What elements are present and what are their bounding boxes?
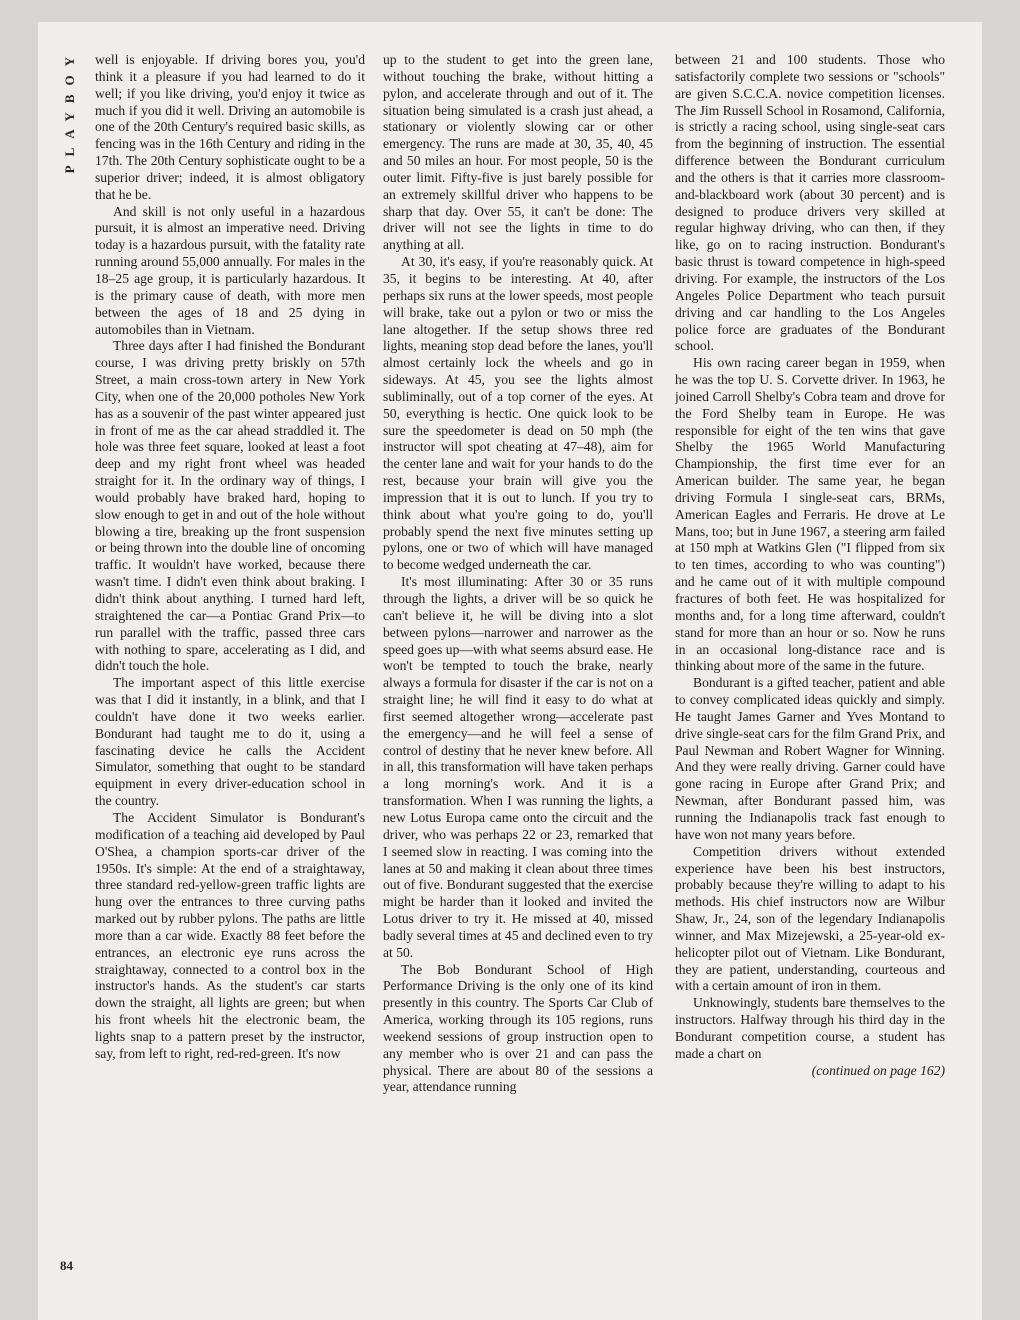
article-paragraph: And skill is not only useful in a hazardous pursuit, it is almost an imperative need. Driving today is a hazardous pursuit, with the fatality rate running around 55,000 annually. For males in the 18–25 age group, it is particularly hazardous. It is the primary cause of death, with more men between the ages of 18 and 25 dying in automobiles than in Vietnam.	[95, 203, 365, 337]
article-paragraph: Competition drivers without extended experience have been his best instructors, probably because they're willing to adapt to his methods. His chief instructors now are Wilbur Shaw, Jr., 24, son of the legendary Indianapolis winner, and Max Mizejewski, a 25-year-old ex-helicopter pilot out of Vietnam. Like Bondurant, they are patient, understanding, courteous and with a certain amount of iron in them.	[675, 843, 945, 994]
article-paragraph: At 30, it's easy, if you're reasonably quick. At 35, it begins to be interesting. At 40, after perhaps six runs at the lower speeds, most people will brake, take out a pylon or two or miss the lane altogether. If the setup shows three red lights, meaning stop dead before the lanes, you'll almost certainly lock the wheels and go in sideways. At 45, you see the lights almost subliminally, out of a top corner of the eyes. At 50, everything is hectic. One quick look to be sure the speedometer is dead on 50 mph (the instructor will spot cheating at 47–48), aim for the center lane and wait for your hands to do the rest, because your brain will give you the impression that it is out to lunch. If you try to think about what you're going to do, you'll probably spend the next five minutes setting up pylons, one or two of which will have managed to become wedged underneath the car.	[383, 254, 653, 573]
article-paragraph: up to the student to get into the green lane, without touching the brake, without hitting a pylon, and accelerate through and out of it. The situation being simulated is a crash just ahead, a stationary or violently slowing car or other emergency. The runs are made at 30, 35, 40, 45 and 50 miles an hour. For most people, 50 is the outer limit. Fifty-five is just barely possible for an extremely skillful driver who happens to be sharp that day. Over 55, it can't be done: The driver will not see the lights in time to do anything at all.	[383, 52, 653, 253]
article-paragraph: The Accident Simulator is Bondurant's modification of a teaching aid developed by Paul O'Shea, a champion sports-car driver of the 1950s. It's simple: At the end of a straightaway, three standard red-yellow-green traffic lights are hung over the entrances to three curving paths marked out by rubber pylons. The paths are little more than a car wide. Exactly 88 feet before the entrances, an electronic eye runs across the straightaway, connected to a control box in the instructor's hands. As the student's car starts down the straight, all lights are green; but when his front wheels hit the electronic beam, the lights snap to a pattern preset by the instructor, say, from left to right, red-red-green. It's now	[95, 809, 365, 1061]
magazine-page	[38, 22, 982, 1320]
text-column-3	[675, 52, 945, 1284]
article-paragraph: well is enjoyable. If driving bores you, you'd think it a pleasure if you had learned to do it well; if you like driving, you'd enjoy it twice as much if you did it well. Driving an automobile is one of the 20th Century's required basic skills, as fencing was in the 16th Century and riding in the 17th. The 20th Century sophisticate ought to be a superior driver; indeed, it is almost obligatory that he be.	[95, 52, 365, 202]
article-paragraph: It's most illuminating: After 30 or 35 runs through the lights, a driver will be so quick he can't believe it, he will be diving into a slot between pylons—narrower and narrower as the speed goes up—with what seems absurd ease. He won't be tempted to touch the brake, nearly always a formula for disaster if the car is not on a straight line; he will find it easy to do what at first seemed altogether wrong—accelerate past the emergency—and he will feel a sense of control of destiny that he never knew before. All in all, this transformation will have taken perhaps a long morning's work. And it is a transformation. When I was running the lights, a new Lotus Europa came onto the circuit and the driver, who was perhaps 22 or 23, remarked that I seemed slow in reacting. I was coming into the lanes at 50 and making it clean about three times out of five. Bondurant suggested that the exercise might be harder than it looked and invited the Lotus driver to try it. He missed at 40, missed badly several times at 45 and declined even to try at 50.	[383, 574, 653, 960]
masthead: PLAYBOY	[62, 48, 77, 174]
article-paragraph: The important aspect of this little exercise was that I did it instantly, in a blink, and that I couldn't have done it two weeks earlier. Bondurant had taught me to do it, using a fascinating device he calls the Accident Simulator, something that ought to be standard equipment in every driver-education school in the country.	[95, 675, 365, 809]
article-paragraph: The Bob Bondurant School of High Performance Driving is the only one of its kind presently in this country. The Sports Car Club of America, working through its 105 regions, runs weekend sessions of group instruction open to any member who is over 21 and can pass the physical. There are about 80 of the sessions a year, attendance running	[383, 961, 653, 1095]
text-column-2	[383, 52, 653, 1284]
text-column-1	[95, 52, 365, 1284]
article-paragraph: Three days after I had finished the Bondurant course, I was driving pretty briskly on 57th Street, a main cross-town artery in New York City, when one of the 20,000 potholes New York has as a souvenir of the past winter appeared just in front of me as the car ahead straddled it. The hole was three feet square, looked at least a foot deep and my right front wheel was headed straight for it. In the ordinary way of things, I would probably have braked hard, hoping to slow enough to get in and out of the hole without blowing a tire, breaking up the front suspension or being thrown into the double line of oncoming traffic. It wouldn't have worked, because there wasn't time. I didn't even think about braking. I didn't think about anything. I turned hard left, straightened the car—a Pontiac Grand Prix—to run parallel with the traffic, passed three cars with nothing to spare, accelerating as I did, and didn't touch the hole.	[95, 338, 365, 674]
article-paragraph: Bondurant is a gifted teacher, patient and able to convey complicated ideas quickly and simply. He taught James Garner and Yves Montand to drive single-seat cars for the film Grand Prix, and Paul Newman and Robert Wagner for Winning. And they were really driving. Garner could have gone racing in Europe after Grand Prix; and Newman, after Bondurant passed him, was running the Indianapolis track fast enough to have won not many years before.	[675, 675, 945, 842]
article-paragraph: between 21 and 100 students. Those who satisfactorily complete two sessions or "schools" are given S.C.C.A. novice competition licenses. The Jim Russell School in Rosamond, California, is strictly a racing school, using single-seat cars from the beginning of instruction. The essential difference between the Bondurant curriculum and the others is that it carries more classroom-and-blackboard work (about 30 percent) and is designed to produce drivers very skilled at regular highway driving, who can then, if they like, go on to racing instruction. Bondurant's basic thrust is toward competence in high-speed driving. For example, the instructors of the Los Angeles Police Department who teach pursuit driving and car handling to the Los Angeles police force are graduates of the Bondurant school.	[675, 52, 945, 354]
page-number: 84	[60, 1258, 73, 1273]
article-paragraph: His own racing career began in 1959, when he was the top U. S. Corvette driver. In 1963, he joined Carroll Shelby's Cobra team and drove for the Ford Shelby team in Europe. He was responsible for eight of the ten wins that gave Shelby the 1965 World Manufacturing Championship, the first time ever for an American builder. The same year, he began driving Formula I single-seat cars, BRMs, American Eagles and Ferraris. He drove at Le Mans, too; but in June 1967, a steering arm failed at 150 mph at Watkins Glen ("I flipped from six to ten times, according to who was counting") and he came out of it with multiple compound fractures of both feet. He was hospitalized for months and, for a long time afterward, couldn't stand for more than an hour or so. Now he runs in an occasional long-distance race and is thinking about more of the same in the future.	[675, 355, 945, 674]
article-paragraph: Unknowingly, students bare themselves to the instructors. Halfway through his third day in the Bondurant competition course, a student has made a chart on	[675, 995, 945, 1061]
continuation-note: (continued on page 162)	[811, 1062, 945, 1078]
